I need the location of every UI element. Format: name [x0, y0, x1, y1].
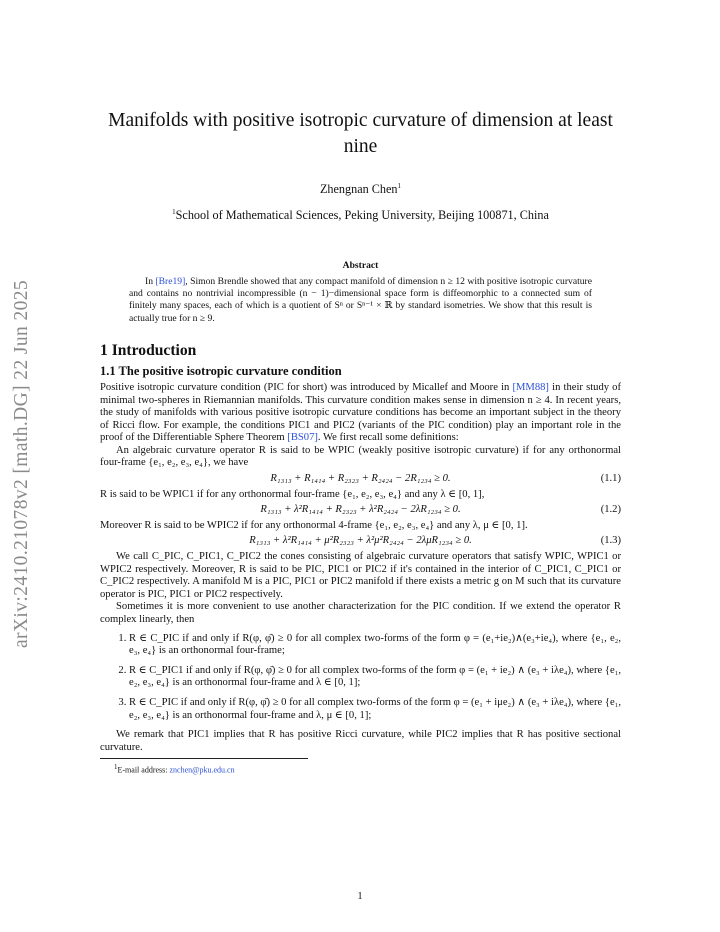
paragraph-pic-intro [100, 382, 621, 445]
author-mark: 1 [397, 182, 401, 190]
equation-text: R₁₃₁₃ + λ²R₁₄₁₄ + R₂₃₂₃ + λ²R₂₄₂₄ − 2λR₁₂₃₄ ≥ 0. [260, 504, 461, 516]
equation-text: R₁₃₁₃ + R₁₄₁₄ + R₂₃₂₃ + R₂₄₂₄ − 2R₁₂₃₄ ≥ 0. [270, 473, 451, 485]
footnote-label: E-mail address: [117, 766, 170, 775]
paper-page [100, 108, 621, 778]
equation-1-3 [100, 535, 621, 548]
list-item: 1. R ∈ C_PIC if and only if R(φ, φ̄) ≥ 0 for all complex two-forms of the form φ = (e₁+ie₂)∧(e₃+ie₄), where {e₁, e₂, e₃, e₄} is an orthonormal four-frame; [129, 633, 621, 658]
affiliation-mark: 1 [172, 207, 176, 216]
citation-link-bre19[interactable]: [Bre19] [155, 275, 186, 287]
equation-number: (1.1) [600, 473, 621, 485]
paragraph-characterization: Sometimes it is more convenient to use another characterization for the PIC condition. If we extend the operator R complex linearly, then [100, 601, 621, 625]
affiliation-text: School of Mathematical Sciences, Peking University, Beijing 100871, China [175, 207, 549, 222]
equation-number: (1.3) [600, 535, 621, 547]
subsection-heading: 1.1 The positive isotropic curvature condition [100, 364, 342, 379]
equation-1-2 [100, 504, 621, 517]
characterization-list [100, 633, 621, 723]
list-item: 2. R ∈ C_PIC1 if and only if R(φ, φ̄) ≥ 0 for all complex two-forms of the form φ = (e₁ + ie₂) ∧ (e₃ + iλe₄), where {e₁, e₂, e₃, e₄} is an orthonormal four-frame and λ ∈ [0, 1]; [129, 665, 621, 690]
equation-1-1 [100, 473, 621, 486]
list-item: 3. R ∈ C_PIC if and only if R(φ, φ̄) ≥ 0 for all complex two-forms of the form φ = (e₁ + iμe₂) ∧ (e₃ + iλe₄), where {e₁, e₂, e₃, e₄} is an orthonormal four-frame and λ, μ ∈ [0, 1]; [129, 697, 621, 722]
citation-link-mm88[interactable]: [MM88] [512, 381, 549, 393]
paragraph-cones: We call C_PIC, C_PIC1, C_PIC2 the cones consisting of algebraic curvature operators that satisfy WPIC, WPIC1 or WPIC2 respectively. Moreover, R is said to be PIC, PIC1 or PIC2 if it's contained in the interior of C_PIC1, C_PIC1 or C_PIC2 respectively. A manifold M is a PIC, PIC1 or PIC2 manifold if there exists a metric g on M such that its curvature operator is PIC, PIC1 or PIC2 respectively. [100, 551, 621, 600]
paragraph-remark: We remark that PIC1 implies that R has positive Ricci curvature, while PIC2 implies that R has positive sectional curvature. [100, 729, 621, 753]
abstract-text [129, 276, 592, 325]
abstract-pre: In [145, 275, 156, 287]
paragraph-wpic2-def: Moreover R is said to be WPIC2 if for any orthonormal 4-frame {e₁, e₂, e₃, e₄} and any λ, μ ∈ [0, 1]. [100, 519, 528, 531]
abstract-body: , Simon Brendle showed that any compact manifold of dimension n ≥ 12 with positive isotropic curvature and contains no nontrivial incompressible (n − 1)−dimensional space form is diffeomorphic to a connected sum of finitely many spaces, each of which is a quotient of Sⁿ or Sⁿ⁻¹ × ℝ by standard isometries. We show that this result is actually true for n ≥ 9. [129, 275, 592, 324]
email-link[interactable]: znchen@pku.edu.cn [169, 766, 235, 775]
text-span: in their study of minimal two-spheres in Riemannian manifolds. This curvature condition makes sense in dimension n ≥ 4. In recent years, the study of manifolds with various positive isotropic curvature conditions has become an important subject in the theory of Ricci flow. For example, the conditions PIC1 and PIC2 (variants of the PIC condition) play an important role in the proof of the Differentiable Sphere Theorem [100, 381, 622, 444]
citation-link-bs07[interactable]: [BS07] [287, 432, 318, 444]
arxiv-identifier: arXiv:2410.21078v2 [math.DG] 22 Jun 2025 [11, 279, 32, 648]
affiliation-line [100, 206, 621, 222]
footnote-divider [100, 758, 308, 759]
section-heading-introduction: 1 Introduction [100, 341, 197, 359]
text-span: . We first recall some definitions: [317, 432, 459, 444]
footnote [114, 761, 621, 777]
abstract-heading: Abstract [342, 260, 379, 272]
author-name: Zhengnan Chen [319, 182, 398, 197]
paragraph-wpic1-def: R is said to be WPIC1 if for any orthonormal four-frame {e₁, e₂, e₃, e₄} and any λ ∈ [0, 1], [100, 488, 485, 500]
equation-text: R₁₃₁₃ + λ²R₁₄₁₄ + μ²R₂₃₂₃ + λ²μ²R₂₄₂₄ − 2λμR₁₂₃₄ ≥ 0. [249, 535, 472, 547]
footnote-mark: 1 [114, 763, 118, 772]
paper-title: Manifolds with positive isotropic curvature of dimension at least nine [108, 110, 613, 157]
page-number: 1 [357, 891, 363, 902]
equation-number: (1.2) [600, 504, 621, 516]
text-span: Positive isotropic curvature condition (PIC for short) was introduced by Micallef and Moore in [100, 381, 513, 393]
author-line [100, 180, 621, 196]
paragraph-wpic-def: An algebraic curvature operator R is said to be WPIC (weakly positive isotropic curvature) if for any orthonormal four-frame {e₁, e₂, e₃, e₄}, we have [100, 444, 621, 469]
